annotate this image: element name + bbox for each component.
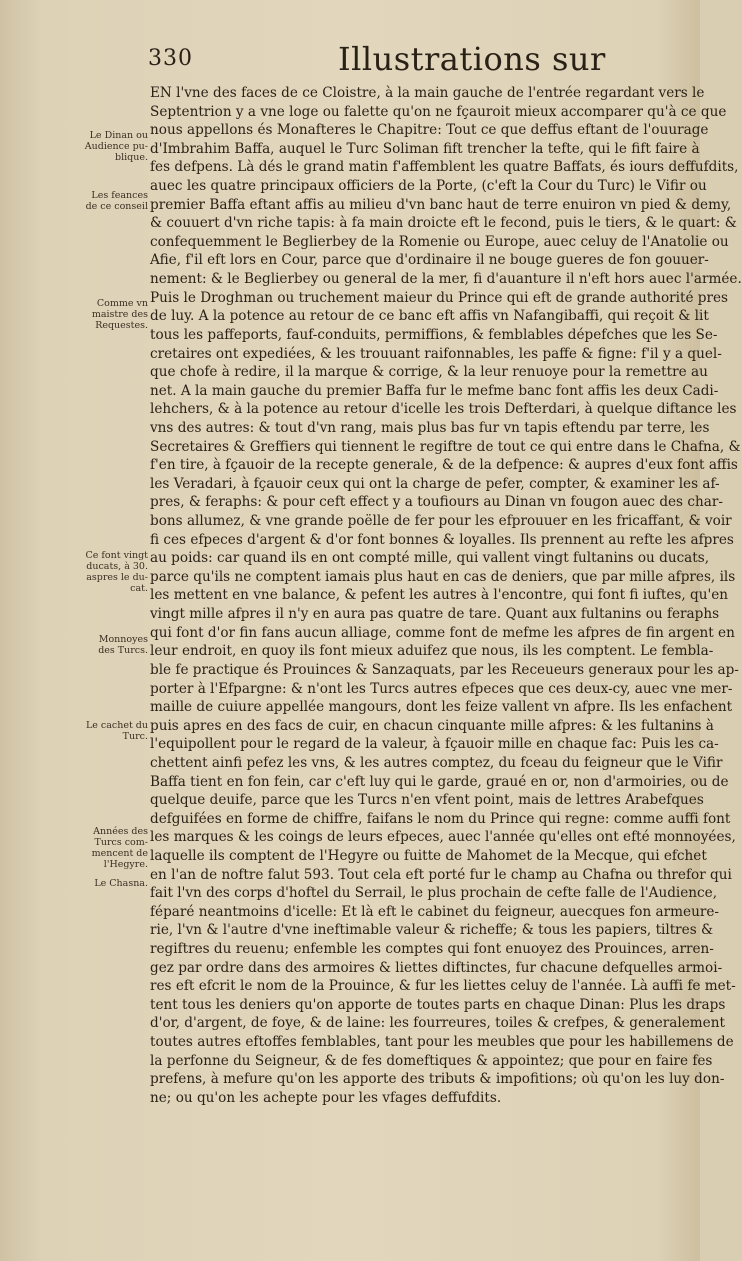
text-line: l'equipollent pour le regard de la valeur, à fçauoir mille en chaque fac: Puis les ca-	[150, 736, 719, 753]
text-line: chettent ainfi pefez les vns, & les autres comptez, du fceau du feigneur que le Vifir	[150, 754, 723, 771]
text-line: fes defpens. Là dés le grand matin f'affemblent les quatre Baffats, és iours deffufdits,	[150, 159, 739, 176]
page-header	[148, 42, 688, 82]
margin-note-line: aspres le du-	[86, 572, 148, 583]
text-line: qui font d'or fin fans aucun alliage, comme font de mefme les afpres de fin argent en	[150, 624, 735, 641]
text-line: d'or, d'argent, de foye, & de laine: les fourreures, toiles & crefpes, & generalement	[150, 1015, 725, 1032]
text-line: quelque deuife, parce que les Turcs n'en vfent point, mais de lettres Arabefques	[150, 792, 704, 809]
text-line: tent tous les deniers qu'on apporte de toutes parts en chaque Dinan: Plus les draps	[150, 996, 726, 1013]
margin-note-line: blique.	[115, 152, 148, 163]
margin-note-line: Turc.	[122, 731, 148, 742]
text-line: toutes autres eftoffes femblables, tant pour les meubles que pour les habillemens de	[150, 1034, 734, 1051]
text-line: Puis le Droghman ou truchement maieur du Prince qui eft de grande authorité pres	[150, 289, 729, 306]
text-line: rie, l'vn & l'autre d'vne ineftimable valeur & richeffe; & tous les papiers, tiltres &	[150, 922, 714, 939]
text-line: & couuert d'vn riche tapis: à fa main droicte eft le fecond, puis le tiers, & le quart: &	[150, 215, 737, 232]
text-line: confequemment le Beglierbey de la Romenie ou Europe, auec celuy de l'Anatolie ou	[150, 233, 729, 250]
text-line: les mettent en vne balance, & pefent les autres à l'encontre, qui font fi iuftes, qu'en	[150, 587, 729, 604]
body-text	[150, 84, 742, 1108]
text-line: en l'an de noftre falut 593. Tout cela eft porté fur le champ au Chafna ou threfor qui	[150, 866, 732, 883]
text-line: les marques & les coings de leurs efpeces, auec l'année qu'elles ont efté monnoyées,	[150, 829, 736, 846]
margin-note-seances	[70, 190, 148, 212]
text-line: leur endroit, en quoy ils font mieux aduifez que nous, ils les comptent. Le fembla-	[150, 643, 714, 660]
text-line: net. A la main gauche du premier Baffa fur le mefme banc font affis les deux Cadi-	[150, 382, 719, 399]
margin-note-cachet	[70, 720, 148, 742]
text-line: au poids: car quand ils en ont compté mille, qui vallent vingt fultanins ou ducats,	[150, 550, 710, 567]
text-line: res eft efcrit le nom de la Prouince, & fur les liettes celuy de l'année. Là auffi fe met-	[150, 978, 736, 995]
text-line: prefens, à mefure qu'on les apporte des tributs & impofitions; où qu'on les luy don-	[150, 1071, 725, 1088]
margin-note-line: Monnoyes	[98, 634, 148, 645]
text-line: porter à l'Efpargne: & n'ont les Turcs autres efpeces que ces deux-cy, auec vne mer-	[150, 680, 733, 697]
margin-note-monnoyes	[70, 634, 148, 656]
margin-note-line: cat.	[130, 583, 148, 594]
margin-note-line: Comme vn	[96, 298, 148, 309]
text-line: f'en tire, à fçauoir de la recepte generale, & de la defpence: & aupres d'eux font affis	[150, 457, 738, 474]
text-line: puis apres en des facs de cuir, en chacun cinquante mille afpres: & les fultanins à	[150, 717, 714, 734]
margin-note-line: Le Chasna.	[94, 878, 148, 889]
text-line: gez par ordre dans des armoires & liettes diftinctes, fur chacune defquelles armoi-	[150, 959, 723, 976]
text-line: Secretaires & Greffiers qui tiennent le regiftre de tout ce qui entre dans le Chafna, &	[150, 438, 741, 455]
text-line: d'Imbrahim Baffa, auquel le Turc Soliman fift trencher la tefte, qui le fift faire à	[150, 140, 700, 157]
text-line: premier Baffa eftant affis au milieu d'vn banc haut de terre enuiron vn pied & demy,	[150, 196, 732, 213]
margin-note-line: Le cachet du	[85, 720, 148, 731]
text-line: la perfonne du Seigneur, & de fes domeftiques & appointez; que pour en faire fes	[150, 1052, 713, 1069]
text-line: nous appellons és Monafteres le Chapitre: Tout ce que deffus eftant de l'ouurage	[150, 122, 709, 139]
margin-note-ducats	[70, 550, 148, 594]
text-line: lehchers, & à la potence au retour d'icelle les trois Defterdari, à quelque diftance les	[150, 401, 737, 418]
page-number: 330	[148, 46, 193, 71]
text-line: vingt mille afpres il n'y en aura pas quatre de tare. Quant aux fultanins ou feraphs	[150, 606, 720, 623]
margin-note-maistre	[70, 298, 148, 331]
text-line: de luy. A la potence au retour de ce banc eft affis vn Nafangibaffi, qui reçoit & lit	[150, 308, 709, 325]
text-line: EN l'vne des faces de ce Cloistre, à la main gauche de l'entrée regardant vers le	[150, 85, 705, 101]
text-line: Afie, f'il eft lors en Cour, parce que d'ordinaire il ne bouge gueres de fon gouuer-	[150, 252, 709, 269]
text-line: defguifées en forme de chiffre, faifans le nom du Prince qui regne: comme auffi font	[150, 810, 731, 827]
text-line: ne; ou qu'on les achepte pour les vfages deffufdits.	[150, 1089, 502, 1106]
text-line: les Veradari, à fçauoir ceux qui ont la charge de pefer, compter, & examiner les af-	[150, 475, 720, 492]
margin-note-dinan	[70, 130, 148, 163]
text-line: fait l'vn des corps d'hoftel du Serrail, le plus prochain de cefte falle de l'Audience,	[150, 885, 718, 902]
margin-note-line: ducats, à 30.	[86, 561, 148, 572]
margin-note-line: Ce font vingt	[85, 550, 148, 561]
margin-note-line: mencent de	[91, 848, 148, 859]
margin-note-line: de ce conseil	[85, 201, 148, 212]
text-line: vns des autres: & tout d'vn rang, mais plus bas fur vn tapis eftendu par terre, les	[150, 419, 710, 436]
text-line: tous les paffeports, fauf-conduits, permiffions, & femblables dépefches que les Se-	[150, 326, 718, 343]
margin-note-line: Audience pu-	[84, 141, 148, 152]
text-line: nement: & le Beglierbey ou general de la mer, fi d'auanture il n'eft hors auec l'armée.	[150, 271, 742, 288]
text-line: ble fe practique és Prouinces & Sanzaquats, par les Receueurs generaux pour les ap-	[150, 661, 739, 678]
margin-note-line: Le Dinan ou	[89, 130, 148, 141]
margin-note-line: Requestes.	[95, 320, 148, 331]
margin-note-line: des Turcs.	[98, 645, 148, 656]
text-line: pres, & feraphs: & pour ceft effect y a toufiours au Dinan vn fougon auec des char-	[150, 494, 723, 511]
running-title: Illustrations sur	[338, 40, 606, 78]
text-line: fi ces efpeces d'argent & d'or font bonnes & loyalles. Ils prennent au refte les afpres	[150, 531, 734, 548]
text-line: Septentrion y a vne loge ou falette qu'on ne fçauroit mieux accomparer qu'à ce que	[150, 103, 727, 120]
text-line: parce qu'ils ne comptent iamais plus haut en cas de deniers, que par mille afpres, ils	[150, 568, 736, 585]
margin-note-line: l'Hegyre.	[103, 859, 148, 870]
text-line: que chofe à redire, il la marque & corrige, & la leur renuoye pour la remettre au	[150, 364, 708, 381]
text-line: cretaires ont expediées, & les trouuant raifonnables, les paffe & figne: f'il y a quel-	[150, 345, 722, 362]
text-line: laquelle ils comptent de l'Hegyre ou fuitte de Mahomet de la Mecque, qui efchet	[150, 847, 707, 864]
margin-note-line: maistre des	[91, 309, 148, 320]
margin-note-line: Turcs com-	[94, 837, 148, 848]
text-line: féparé neantmoins d'icelle: Et là eft le cabinet du feigneur, auecques fon armeure-	[150, 903, 719, 920]
margin-note-chasna	[70, 878, 148, 889]
text-line: regiftres du reuenu; enfemble les comptes qui font enuoyez des Prouinces, arren-	[150, 941, 714, 958]
margin-note-annees	[70, 826, 148, 870]
text-line: Baffa tient en fon fein, car c'eft luy qui le garde, graué en or, non d'armoiries, ou de	[150, 773, 729, 790]
text-line: bons allumez, & vne grande poëlle de fer pour les efprouuer en les fricaffant, & voir	[150, 513, 732, 530]
text-line: maille de cuiure appellée mangours, dont les feize vallent vn afpre. Ils les enfachent	[150, 699, 733, 716]
margin-note-line: Les feances	[91, 190, 148, 201]
margin-note-line: Années des	[93, 826, 148, 837]
text-line: auec les quatre principaux officiers de la Porte, (c'eft la Cour du Turc) le Vifir ou	[150, 178, 707, 195]
